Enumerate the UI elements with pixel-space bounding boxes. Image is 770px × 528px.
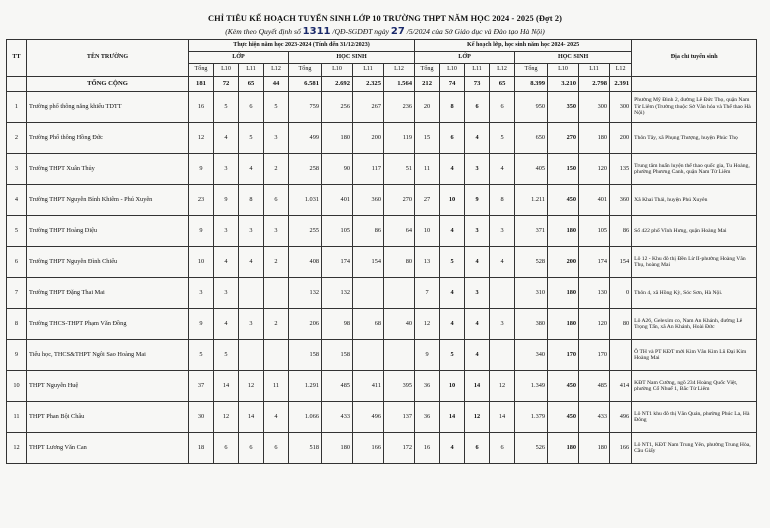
row-value [239, 278, 264, 309]
row-value: 180 [548, 309, 579, 340]
row-value: 120 [579, 309, 610, 340]
row-value: 4 [214, 309, 239, 340]
row-address: Lô NT1, KĐT Nam Trung Yên, phường Trung Hòa, Cầu Giấy [632, 433, 757, 464]
row-value: 485 [322, 371, 353, 402]
group-actual-header: Thực hiện năm học 2023-2024 (Tính đến 31/12/2023) [189, 40, 415, 52]
total-value: 6.581 [289, 77, 322, 92]
row-value: 14 [465, 371, 490, 402]
row-value: 5 [440, 340, 465, 371]
row-value: 10 [189, 247, 214, 278]
row-value: 180 [548, 216, 579, 247]
row-value: 9 [465, 185, 490, 216]
column-subheader: L11 [465, 64, 490, 77]
row-value [239, 340, 264, 371]
row-value: 433 [322, 402, 353, 433]
row-value: 518 [289, 433, 322, 464]
row-address: Trung tâm huấn luyện thể thao quốc gia, Tu Hoàng, phường Phương Canh, quận Nam Từ Liêm [632, 154, 757, 185]
row-value: 300 [579, 92, 610, 123]
row-value [490, 278, 515, 309]
row-tt: 11 [7, 402, 27, 433]
row-value: 119 [384, 123, 415, 154]
total-value: 3.210 [548, 77, 579, 92]
column-subheader: L10 [548, 64, 579, 77]
row-value: 1.379 [515, 402, 548, 433]
row-value: 6 [465, 92, 490, 123]
row-value: 9 [415, 340, 440, 371]
row-tt: 8 [7, 309, 27, 340]
row-school-name: Trường THPT Nguyễn Bỉnh Khiêm - Phú Xuyên [27, 185, 189, 216]
row-school-name: Trường THCS-THPT Phạm Văn Đồng [27, 309, 189, 340]
row-value [384, 278, 415, 309]
row-value: 6 [239, 433, 264, 464]
row-value: 6 [264, 433, 289, 464]
row-value: 3 [214, 154, 239, 185]
row-address: Thôn 4, xã Hồng Kỳ, Sóc Sơn, Hà Nội. [632, 278, 757, 309]
row-school-name: Trường THPT Đặng Thai Mai [27, 278, 189, 309]
row-value: 20 [415, 92, 440, 123]
row-value: 80 [610, 309, 632, 340]
row-value: 3 [490, 309, 515, 340]
total-value: 74 [440, 77, 465, 92]
total-value: 73 [465, 77, 490, 92]
row-value: 450 [548, 371, 579, 402]
row-tt: 7 [7, 278, 27, 309]
row-value: 0 [610, 278, 632, 309]
column-subheader: L10 [440, 64, 465, 77]
row-value: 1.031 [289, 185, 322, 216]
row-value: 4 [465, 123, 490, 154]
row-value: 12 [415, 309, 440, 340]
row-value: 105 [579, 216, 610, 247]
row-value: 4 [440, 216, 465, 247]
row-value: 258 [289, 154, 322, 185]
row-value: 401 [579, 185, 610, 216]
row-value: 16 [189, 92, 214, 123]
row-value: 8 [490, 185, 515, 216]
table-row [7, 371, 757, 402]
row-value: 180 [579, 123, 610, 154]
row-value: 3 [490, 216, 515, 247]
row-value: 256 [322, 92, 353, 123]
actual-students-header: HỌC SINH [289, 52, 415, 64]
row-value: 14 [490, 402, 515, 433]
row-value: 180 [548, 278, 579, 309]
row-value: 8 [239, 185, 264, 216]
row-value: 6 [490, 433, 515, 464]
row-value: 5 [189, 340, 214, 371]
row-value: 172 [384, 433, 415, 464]
column-subheader: Tổng [289, 64, 322, 77]
row-value: 380 [515, 309, 548, 340]
table-row [7, 123, 757, 154]
table-row [7, 216, 757, 247]
row-value [264, 340, 289, 371]
row-value [353, 340, 384, 371]
row-value: 4 [465, 340, 490, 371]
col-tt-header: TT [7, 40, 27, 77]
row-value: 3 [465, 216, 490, 247]
row-value: 11 [264, 371, 289, 402]
row-value: 15 [415, 123, 440, 154]
row-value: 9 [189, 154, 214, 185]
row-value: 759 [289, 92, 322, 123]
row-value: 150 [548, 154, 579, 185]
row-value: 9 [189, 216, 214, 247]
row-tt: 4 [7, 185, 27, 216]
row-value: 36 [415, 402, 440, 433]
row-value: 18 [189, 433, 214, 464]
total-value: 2.391 [610, 77, 632, 92]
row-value: 37 [189, 371, 214, 402]
row-value: 4 [465, 247, 490, 278]
column-subheader: L10 [322, 64, 353, 77]
row-value: 5 [239, 123, 264, 154]
group-plan-header: Kế hoạch lớp, học sinh năm học 2024- 2025 [415, 40, 632, 52]
row-value: 90 [322, 154, 353, 185]
row-value: 3 [214, 216, 239, 247]
row-value: 10 [415, 216, 440, 247]
row-tt: 5 [7, 216, 27, 247]
row-school-name: Trường THPT Hoàng Diệu [27, 216, 189, 247]
row-school-name: Trường THPT Nguyễn Đình Chiểu [27, 247, 189, 278]
row-value: 4 [264, 402, 289, 433]
row-value: 6 [239, 92, 264, 123]
column-subheader: L11 [579, 64, 610, 77]
row-tt: 6 [7, 247, 27, 278]
row-value: 5 [214, 92, 239, 123]
total-value: 65 [239, 77, 264, 92]
row-value: 4 [239, 247, 264, 278]
row-value: 4 [440, 309, 465, 340]
row-value: 86 [353, 216, 384, 247]
row-value: 8 [440, 92, 465, 123]
row-value: 166 [353, 433, 384, 464]
row-value: 4 [440, 154, 465, 185]
row-value: 1.349 [515, 371, 548, 402]
row-value: 14 [214, 371, 239, 402]
row-school-name: THPT Nguyễn Huệ [27, 371, 189, 402]
row-value: 98 [322, 309, 353, 340]
row-address: Lô NT1 khu đô thị Văn Quán, phường Phúc La, Hà Đông [632, 402, 757, 433]
row-value: 5 [264, 92, 289, 123]
row-value: 270 [384, 185, 415, 216]
row-value: 267 [353, 92, 384, 123]
row-value: 6 [465, 433, 490, 464]
row-value: 105 [322, 216, 353, 247]
column-subheader: L12 [490, 64, 515, 77]
row-value: 6 [214, 433, 239, 464]
row-value: 360 [353, 185, 384, 216]
row-value: 4 [440, 433, 465, 464]
row-value: 450 [548, 185, 579, 216]
row-value: 5 [440, 247, 465, 278]
row-value: 3 [465, 154, 490, 185]
row-school-name: Trường phổ thông năng khiếu TDTT [27, 92, 189, 123]
row-value: 3 [264, 216, 289, 247]
row-value: 23 [189, 185, 214, 216]
subtitle-mid: /QĐ-SGDĐT ngày [332, 27, 390, 36]
row-value: 950 [515, 92, 548, 123]
row-value: 12 [465, 402, 490, 433]
row-value: 650 [515, 123, 548, 154]
table-body [7, 77, 757, 464]
row-value: 86 [610, 216, 632, 247]
row-value: 4 [239, 154, 264, 185]
row-value: 3 [465, 278, 490, 309]
row-address: Lô 12 - Khu đô thị Đền Lừ II-phường Hoàng Văn Thụ, hoàng Mai [632, 247, 757, 278]
col-address-header: Địa chỉ tuyển sinh [632, 40, 757, 77]
row-value [610, 340, 632, 371]
column-subheader: L11 [353, 64, 384, 77]
decision-day: 27 [390, 26, 405, 37]
row-value: 166 [610, 433, 632, 464]
total-value: 2.325 [353, 77, 384, 92]
row-value: 12 [239, 371, 264, 402]
page-title: CHỈ TIÊU KẾ HOẠCH TUYỂN SINH LỚP 10 TRƯỜNG THPT NĂM HỌC 2024 - 2025 (Đợt 2) [208, 14, 562, 23]
row-value: 310 [515, 278, 548, 309]
table-row [7, 278, 757, 309]
row-address: Số 422 phố Vĩnh Hưng, quận Hoàng Mai [632, 216, 757, 247]
enrollment-table [6, 39, 757, 464]
row-school-name: THPT Phan Bội Châu [27, 402, 189, 433]
row-value: 6 [490, 92, 515, 123]
total-value: 72 [214, 77, 239, 92]
row-value: 40 [384, 309, 415, 340]
row-value: 132 [322, 278, 353, 309]
row-school-name: THPT Lương Văn Can [27, 433, 189, 464]
row-value: 3 [189, 278, 214, 309]
row-value: 12 [490, 371, 515, 402]
row-value: 270 [548, 123, 579, 154]
row-value: 36 [415, 371, 440, 402]
row-value: 395 [384, 371, 415, 402]
row-value: 132 [289, 278, 322, 309]
total-value: 181 [189, 77, 214, 92]
row-value: 9 [214, 185, 239, 216]
table-row [7, 185, 757, 216]
row-address: Phường Mỹ Đình 2, đường Lê Đức Thọ, quận Nam Từ Liêm (Trường thuộc Sở Văn hóa và Thể thao Hà Nội) [632, 92, 757, 123]
column-subheader: L12 [264, 64, 289, 77]
row-value: 68 [353, 309, 384, 340]
total-value: 1.564 [384, 77, 415, 92]
table-row [7, 309, 757, 340]
row-value: 4 [440, 278, 465, 309]
row-address: Ô TH và PT KĐT mới Kim Văn Kim Lũ Đại Kim Hoàng Mai [632, 340, 757, 371]
row-value: 300 [610, 92, 632, 123]
row-value: 414 [610, 371, 632, 402]
page-subtitle [0, 26, 770, 37]
row-value: 360 [610, 185, 632, 216]
column-subheader: L10 [214, 64, 239, 77]
row-value: 4 [465, 309, 490, 340]
row-value: 200 [353, 123, 384, 154]
column-subheader: Tổng [415, 64, 440, 77]
total-row [7, 77, 757, 92]
row-value: 1.211 [515, 185, 548, 216]
row-tt: 10 [7, 371, 27, 402]
row-value: 16 [415, 433, 440, 464]
row-value: 14 [239, 402, 264, 433]
total-value: 2.692 [322, 77, 353, 92]
row-value: 30 [189, 402, 214, 433]
row-value: 433 [579, 402, 610, 433]
row-value: 130 [579, 278, 610, 309]
column-subheader: L12 [610, 64, 632, 77]
row-value: 27 [415, 185, 440, 216]
row-value: 411 [353, 371, 384, 402]
row-value: 12 [189, 123, 214, 154]
row-value: 350 [548, 92, 579, 123]
row-value: 158 [322, 340, 353, 371]
row-value: 496 [353, 402, 384, 433]
row-value: 3 [239, 216, 264, 247]
row-value: 255 [289, 216, 322, 247]
row-value: 170 [579, 340, 610, 371]
total-label: TỔNG CỘNG [27, 77, 189, 92]
column-subheader: L11 [239, 64, 264, 77]
row-value: 200 [548, 247, 579, 278]
row-value: 3 [214, 278, 239, 309]
table-row [7, 340, 757, 371]
row-value: 174 [579, 247, 610, 278]
row-value: 137 [384, 402, 415, 433]
row-value: 174 [322, 247, 353, 278]
subtitle-suffix: /5/2024 của Sở Giáo dục và Đào tạo Hà Nội) [406, 27, 545, 36]
subtitle-prefix: (Kèm theo Quyết định số [225, 27, 301, 36]
row-value: 4 [490, 154, 515, 185]
row-value: 170 [548, 340, 579, 371]
row-value: 3 [264, 123, 289, 154]
row-tt: 12 [7, 433, 27, 464]
row-value: 6 [440, 123, 465, 154]
plan-classes-header: LỚP [415, 52, 515, 64]
row-value: 180 [548, 433, 579, 464]
row-value: 14 [440, 402, 465, 433]
total-value: 212 [415, 77, 440, 92]
row-value [264, 278, 289, 309]
row-value [384, 340, 415, 371]
row-tt: 3 [7, 154, 27, 185]
row-address: Thôn Tây, xã Phụng Thượng, huyện Phúc Thọ [632, 123, 757, 154]
row-tt: 1 [7, 92, 27, 123]
table-row [7, 247, 757, 278]
row-value: 526 [515, 433, 548, 464]
row-value [490, 340, 515, 371]
row-value: 7 [415, 278, 440, 309]
row-value: 180 [322, 433, 353, 464]
row-address: Xã Khai Thái, huyện Phú Xuyên [632, 185, 757, 216]
row-value: 9 [189, 309, 214, 340]
row-tt: 9 [7, 340, 27, 371]
row-value: 236 [384, 92, 415, 123]
row-value: 117 [353, 154, 384, 185]
row-value: 371 [515, 216, 548, 247]
row-value: 499 [289, 123, 322, 154]
row-value: 13 [415, 247, 440, 278]
row-value: 64 [384, 216, 415, 247]
row-value: 2 [264, 154, 289, 185]
row-school-name: Tiểu học, THCS&THPT Ngôi Sao Hoàng Mai [27, 340, 189, 371]
table-row [7, 154, 757, 185]
decision-number: 1311 [302, 26, 331, 37]
actual-classes-header: LỚP [189, 52, 289, 64]
row-value: 5 [490, 123, 515, 154]
total-tt [7, 77, 27, 92]
total-value: 65 [490, 77, 515, 92]
row-value: 408 [289, 247, 322, 278]
row-value: 120 [579, 154, 610, 185]
row-value: 340 [515, 340, 548, 371]
row-value: 10 [440, 371, 465, 402]
row-value: 528 [515, 247, 548, 278]
row-value: 51 [384, 154, 415, 185]
col-name-header: TÊN TRƯỜNG [27, 40, 189, 77]
row-value: 4 [214, 123, 239, 154]
table-row [7, 433, 757, 464]
row-value: 11 [415, 154, 440, 185]
row-value: 2 [264, 247, 289, 278]
row-school-name: Trường Phổ thông Hồng Đức [27, 123, 189, 154]
row-tt: 2 [7, 123, 27, 154]
row-value: 180 [579, 433, 610, 464]
table-row [7, 92, 757, 123]
total-value: 8.399 [515, 77, 548, 92]
total-address [632, 77, 757, 92]
row-value: 180 [322, 123, 353, 154]
row-value: 6 [264, 185, 289, 216]
row-value: 158 [289, 340, 322, 371]
row-value: 135 [610, 154, 632, 185]
row-value [353, 278, 384, 309]
row-value: 80 [384, 247, 415, 278]
row-value: 206 [289, 309, 322, 340]
row-value: 2 [264, 309, 289, 340]
row-value: 1.291 [289, 371, 322, 402]
row-value: 1.066 [289, 402, 322, 433]
row-school-name: Trường THPT Xuân Thủy [27, 154, 189, 185]
row-value: 12 [214, 402, 239, 433]
plan-students-header: HỌC SINH [515, 52, 632, 64]
row-value: 4 [490, 247, 515, 278]
table-row [7, 402, 757, 433]
row-value: 405 [515, 154, 548, 185]
row-value: 3 [239, 309, 264, 340]
row-value: 10 [440, 185, 465, 216]
column-subheader: Tổng [189, 64, 214, 77]
row-value: 450 [548, 402, 579, 433]
column-subheader: L12 [384, 64, 415, 77]
column-subheader: Tổng [515, 64, 548, 77]
row-value: 4 [214, 247, 239, 278]
row-address: KĐT Nam Cường, ngõ 234 Hoàng Quốc Việt, phường Cổ Nhuế 1, Bắc Từ Liêm [632, 371, 757, 402]
row-value: 401 [322, 185, 353, 216]
row-value: 496 [610, 402, 632, 433]
row-value: 5 [214, 340, 239, 371]
total-value: 44 [264, 77, 289, 92]
row-value: 200 [610, 123, 632, 154]
row-value: 485 [579, 371, 610, 402]
total-value: 2.798 [579, 77, 610, 92]
row-value: 154 [353, 247, 384, 278]
row-value: 154 [610, 247, 632, 278]
row-address: Lô A26, Gelexim co, Nam An Khánh, đường Lê Trọng Tấn, xã An Khánh, Hoài Đức [632, 309, 757, 340]
